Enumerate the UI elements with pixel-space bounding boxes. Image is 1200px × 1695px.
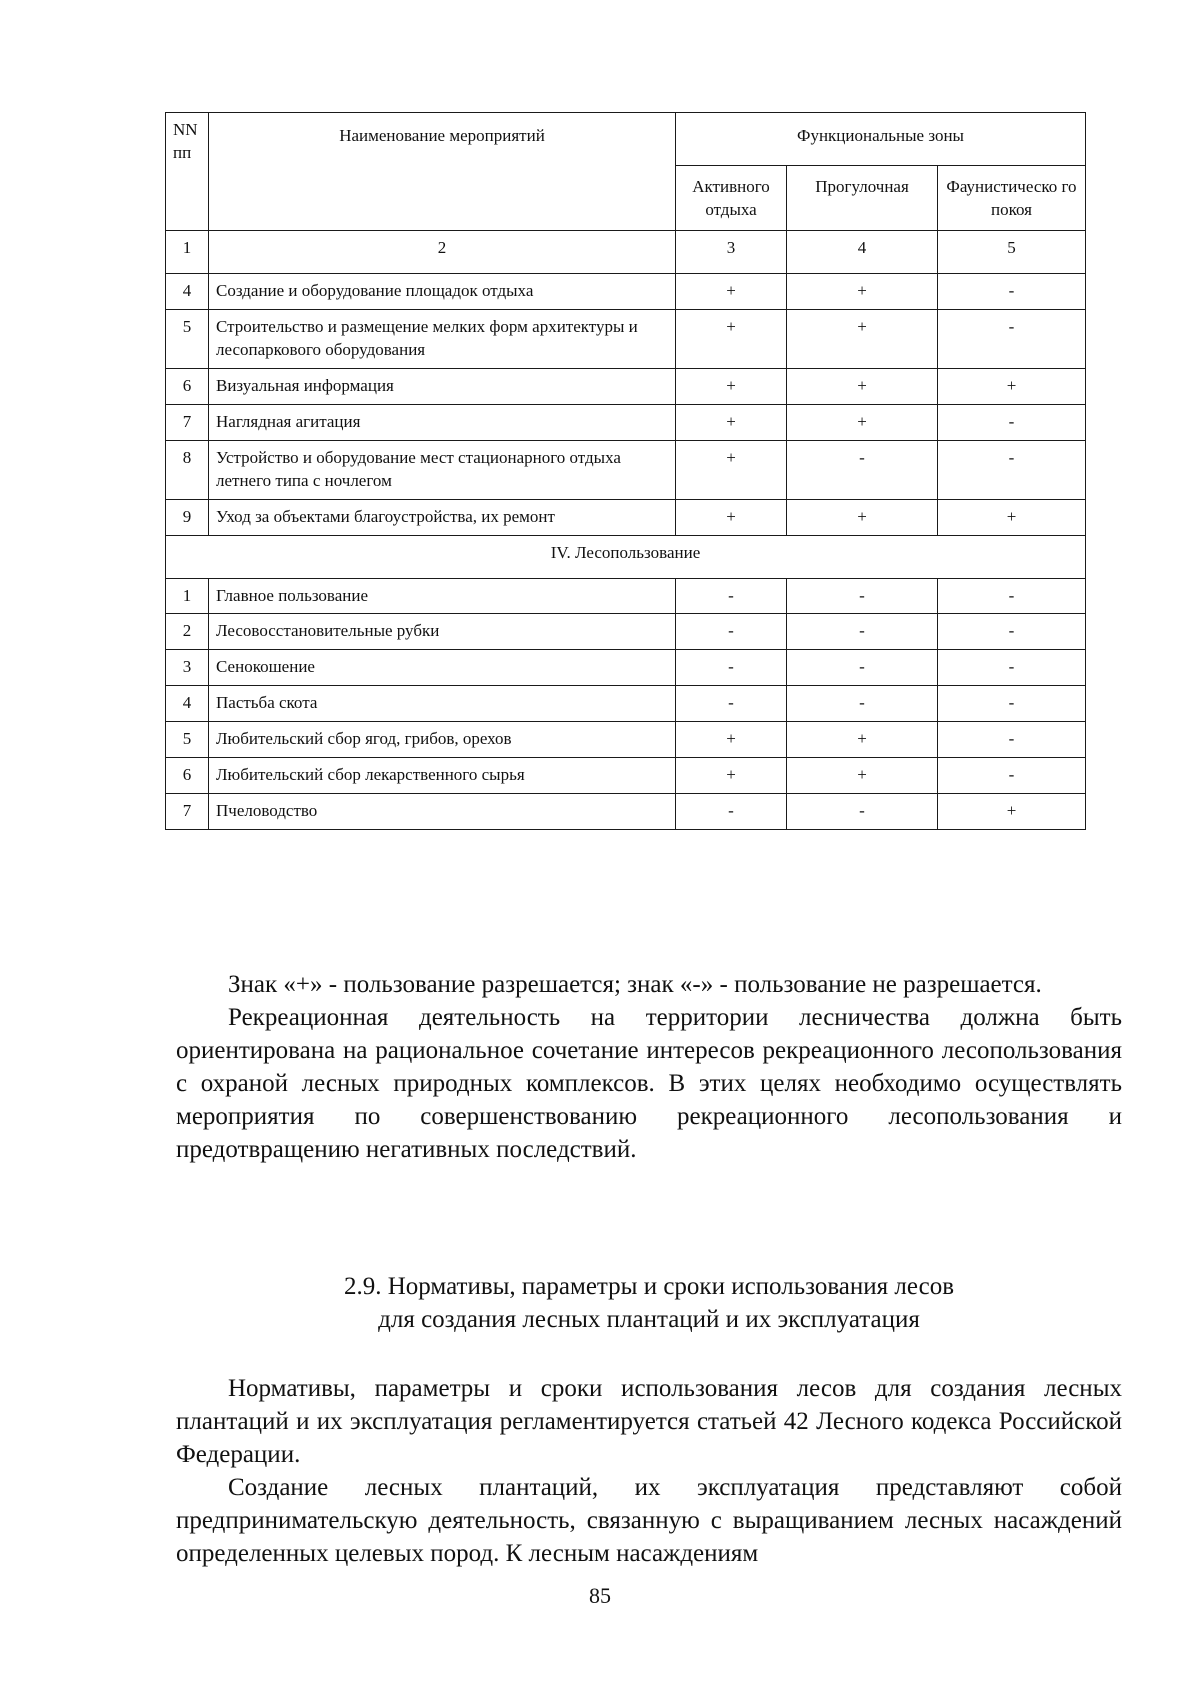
zone-mark: + [676, 309, 787, 368]
zone-mark: + [676, 368, 787, 404]
row-number: 5 [166, 722, 209, 758]
activity-name: Создание и оборудование площадок отдыха [209, 274, 676, 310]
legend-paragraph: Знак «+» - пользование разрешается; знак «-» - пользование не разрешается. [228, 971, 1042, 998]
zone-mark: - [676, 614, 787, 650]
row-number: 6 [166, 758, 209, 794]
zone-mark: - [787, 440, 938, 499]
row-number: 4 [166, 686, 209, 722]
header-zone-active: Активного отдыха [676, 166, 787, 231]
zone-mark: + [676, 274, 787, 310]
section-heading [176, 1270, 1122, 1336]
zone-mark: + [787, 309, 938, 368]
header-name: Наименование мероприятий [209, 113, 676, 231]
zone-mark: + [787, 722, 938, 758]
activity-name: Визуальная информация [209, 368, 676, 404]
activity-name: Наглядная агитация [209, 404, 676, 440]
activity-name: Сенокошение [209, 650, 676, 686]
zone-mark: + [787, 499, 938, 535]
zone-mark: + [787, 368, 938, 404]
table-row [166, 309, 1086, 368]
legend-and-recreation-text [176, 968, 1122, 1166]
section-title: IV. Лесопользование [166, 535, 1086, 578]
zone-mark: + [938, 794, 1086, 830]
activity-name: Пчеловодство [209, 794, 676, 830]
zone-mark: + [676, 440, 787, 499]
zone-mark: - [787, 578, 938, 614]
activity-name: Устройство и оборудование мест стационарного отдыха летнего типа с ночлегом [209, 440, 676, 499]
table-row [166, 440, 1086, 499]
activity-name: Строительство и размещение мелких форм архитектуры и лесопаркового оборудования [209, 309, 676, 368]
zone-mark: - [787, 614, 938, 650]
zone-mark: - [787, 650, 938, 686]
zone-mark: + [676, 758, 787, 794]
zone-mark: - [938, 650, 1086, 686]
zone-mark: - [676, 794, 787, 830]
table-row [166, 404, 1086, 440]
activity-name: Пастьба скота [209, 686, 676, 722]
table-row [166, 368, 1086, 404]
zone-mark: + [676, 499, 787, 535]
zone-mark: - [787, 686, 938, 722]
activity-name: Любительский сбор ягод, грибов, орехов [209, 722, 676, 758]
column-number: 3 [676, 231, 787, 274]
row-number: 6 [166, 368, 209, 404]
row-number: 7 [166, 404, 209, 440]
table-row [166, 614, 1086, 650]
row-number: 9 [166, 499, 209, 535]
row-number: 5 [166, 309, 209, 368]
zone-mark: - [938, 614, 1086, 650]
zone-mark: + [676, 404, 787, 440]
zone-mark: - [787, 794, 938, 830]
zone-mark: - [938, 578, 1086, 614]
page-number: 85 [589, 1583, 611, 1608]
table-row [166, 722, 1086, 758]
zone-mark: + [676, 722, 787, 758]
row-number: 8 [166, 440, 209, 499]
row-number: 3 [166, 650, 209, 686]
heading-line-1: 2.9. Нормативы, параметры и сроки использования лесов [344, 1273, 954, 1300]
activity-name: Уход за объектами благоустройства, их ремонт [209, 499, 676, 535]
plantations-text [176, 1372, 1122, 1570]
plantations-paragraph: Создание лесных плантаций, их эксплуатация представляют собой предпринимательскую деятельность, связанную с выращиванием лесных насаждений определенных целевых пород. К лесным насаждениям [176, 1474, 1122, 1567]
header-zone-fauna: Фаунистическо го покоя [938, 166, 1086, 231]
column-number: 2 [209, 231, 676, 274]
recreation-paragraph: Рекреационная деятельность на территории лесничества должна быть ориентирована на рациональное сочетание интересов рекреационного лесопользования с охраной лесных природных комплексов. В этих целях необходимо осуществлять мероприятия по совершенствованию рекреационного лесопользования и предотвращению негативных последствий. [176, 1004, 1122, 1163]
table-row [166, 274, 1086, 310]
table-row [166, 794, 1086, 830]
activity-name: Любительский сбор лекарственного сырья [209, 758, 676, 794]
activity-name: Главное пользование [209, 578, 676, 614]
zone-mark: - [938, 309, 1086, 368]
column-number: 1 [166, 231, 209, 274]
zone-mark: + [787, 404, 938, 440]
heading-line-2: для создания лесных плантаций и их эксплуатация [378, 1306, 920, 1333]
zone-mark: + [787, 758, 938, 794]
activity-name: Лесовосстановительные рубки [209, 614, 676, 650]
row-number: 2 [166, 614, 209, 650]
column-number: 4 [787, 231, 938, 274]
header-nn: NN пп [166, 113, 209, 231]
zone-mark: - [676, 686, 787, 722]
table-row [166, 650, 1086, 686]
table-row [166, 499, 1086, 535]
header-zones: Функциональные зоны [676, 113, 1086, 166]
zone-mark: + [938, 499, 1086, 535]
row-number: 7 [166, 794, 209, 830]
functional-zones-table [165, 112, 1086, 830]
header-zone-walking: Прогулочная [787, 166, 938, 231]
zone-mark: - [676, 650, 787, 686]
table-row [166, 578, 1086, 614]
zone-mark: - [938, 440, 1086, 499]
column-number: 5 [938, 231, 1086, 274]
zone-mark: - [938, 404, 1086, 440]
zone-mark: + [938, 368, 1086, 404]
zone-mark: + [787, 274, 938, 310]
zone-mark: - [938, 274, 1086, 310]
table-row [166, 758, 1086, 794]
row-number: 4 [166, 274, 209, 310]
zone-mark: - [938, 686, 1086, 722]
zone-mark: - [938, 722, 1086, 758]
row-number: 1 [166, 578, 209, 614]
norms-paragraph: Нормативы, параметры и сроки использования лесов для создания лесных плантаций и их эксплуатация регламентируется статьей 42 Лесного кодекса Российской Федерации. [176, 1375, 1122, 1468]
table-row [166, 686, 1086, 722]
zone-mark: - [938, 758, 1086, 794]
zone-mark: - [676, 578, 787, 614]
